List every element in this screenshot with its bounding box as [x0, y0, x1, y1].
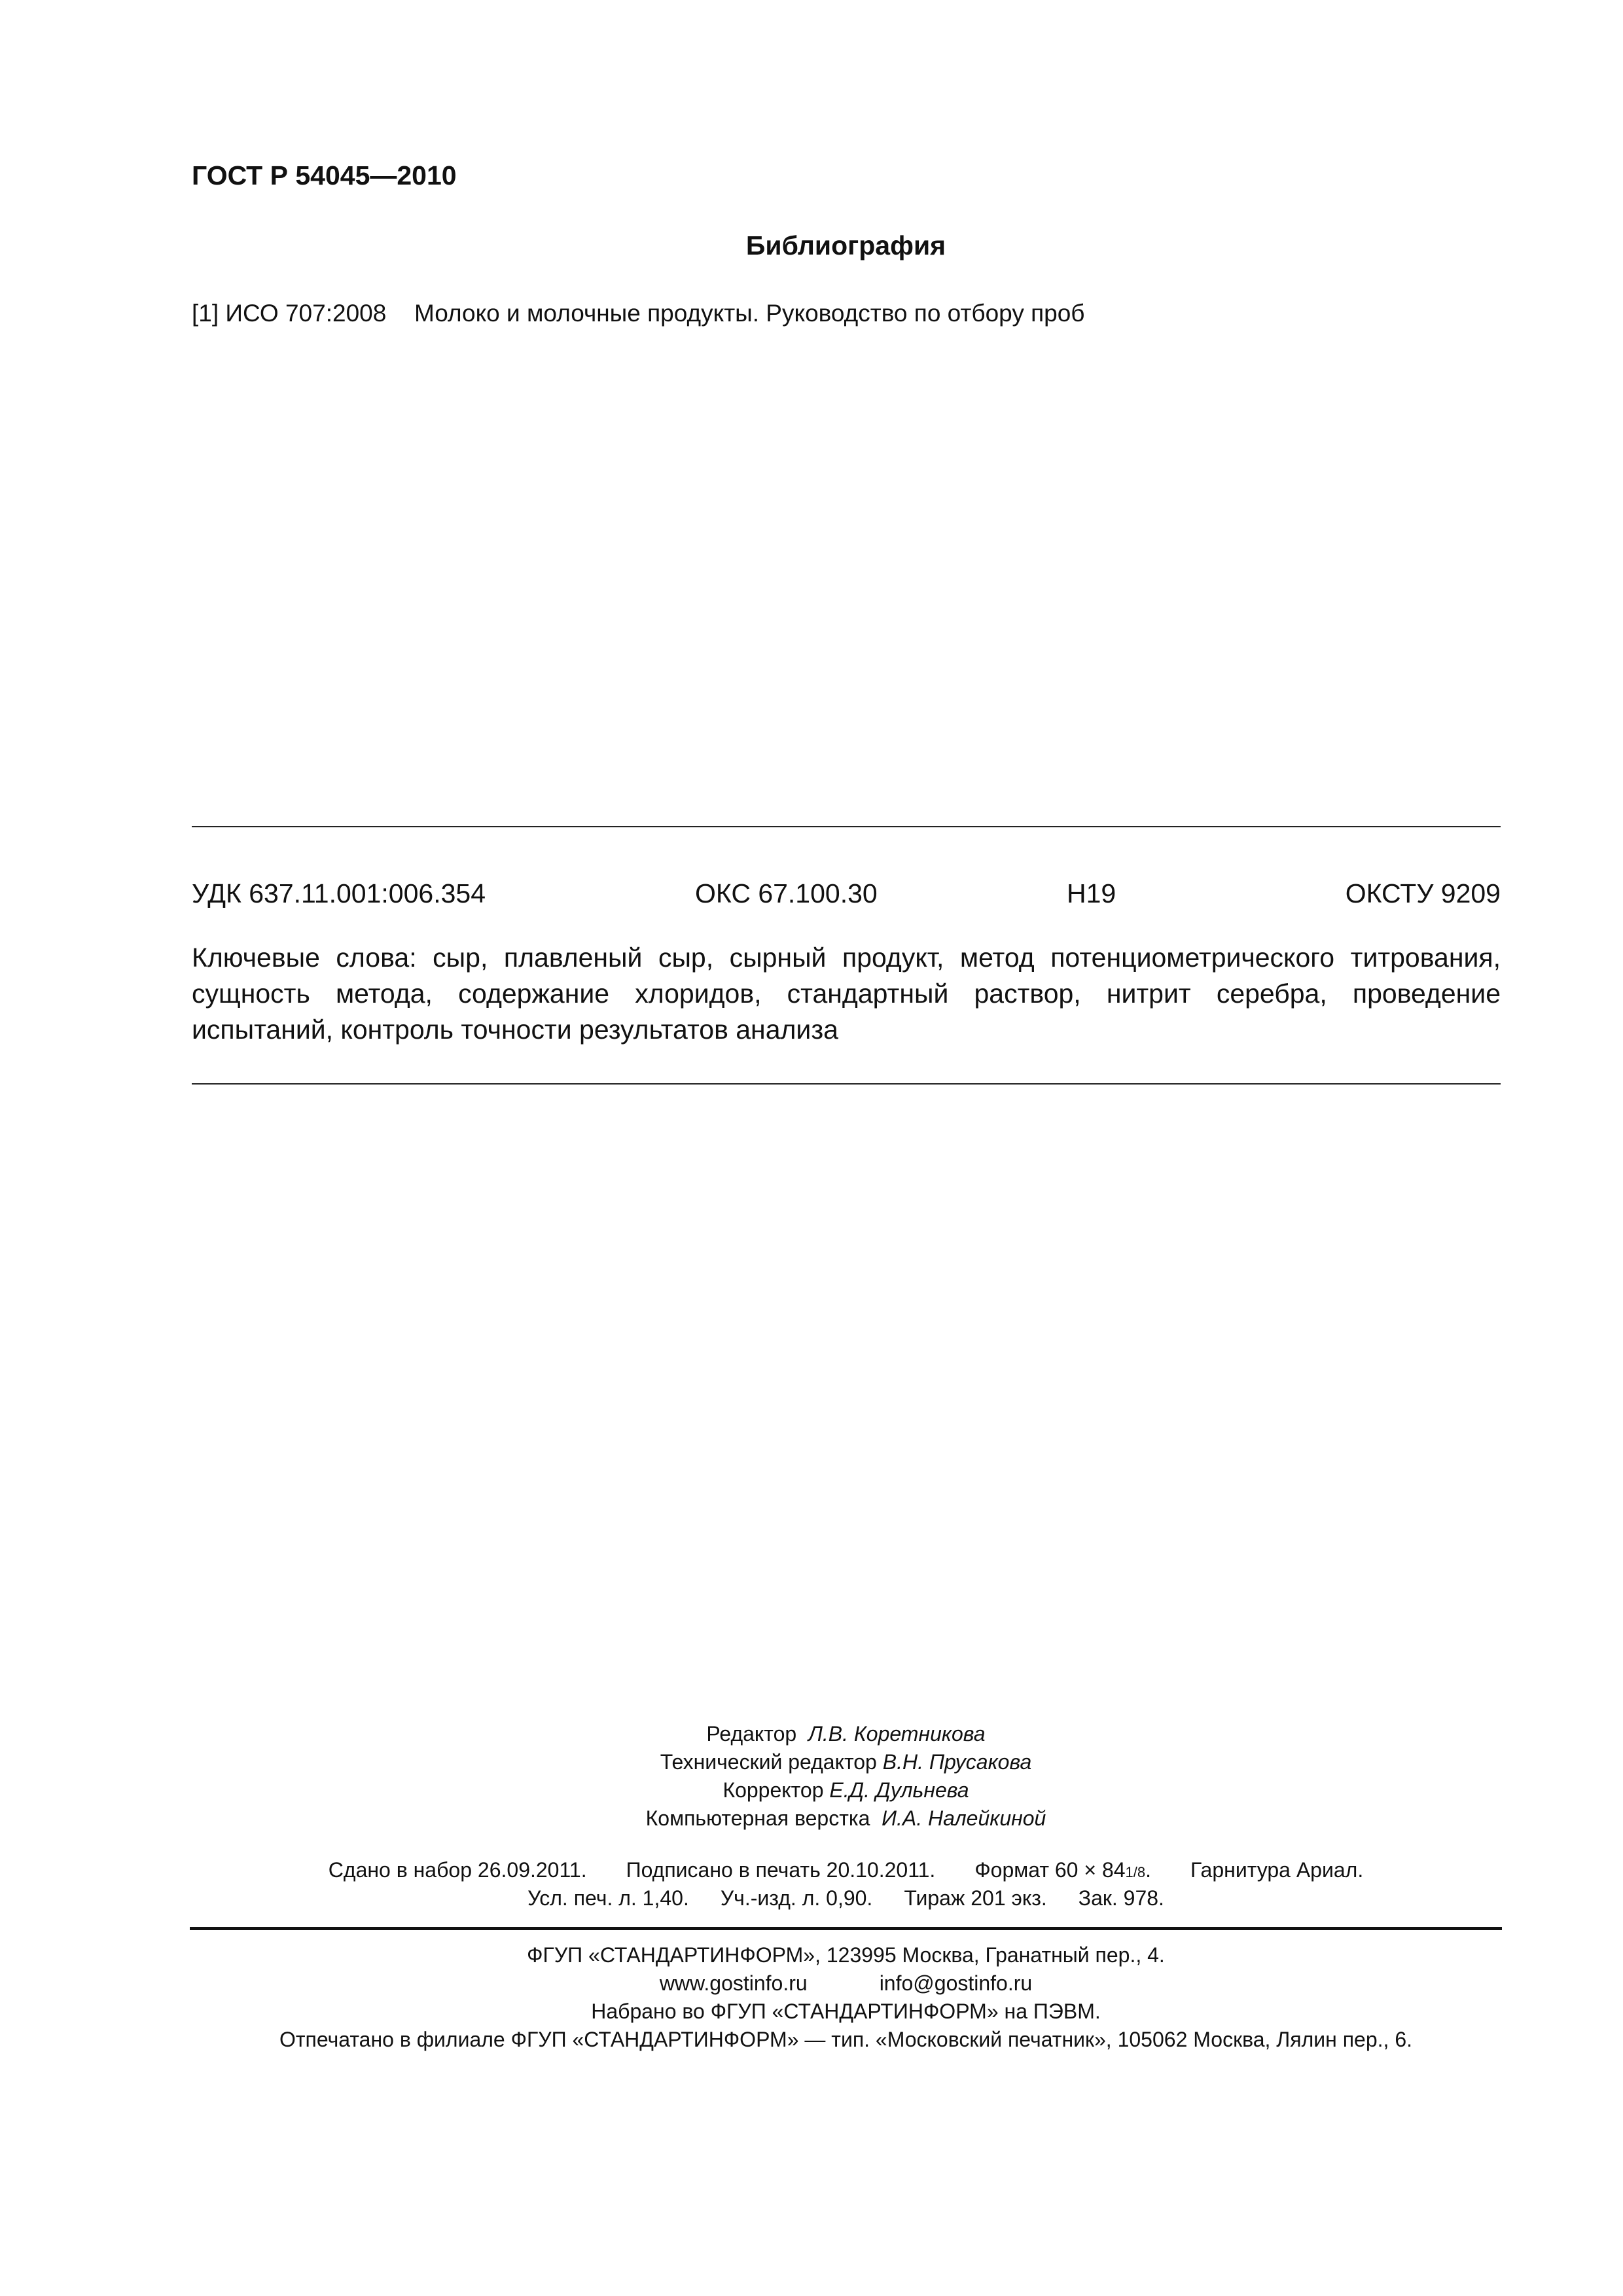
imprint-circulation: Тираж 201 экз.: [904, 1886, 1047, 1910]
oks-code: ОКС 67.100.30: [695, 878, 878, 908]
credit-corrector: [0, 1776, 1623, 1804]
imprint-order: Зак. 978.: [1078, 1886, 1164, 1910]
editor-label: Редактор: [706, 1722, 797, 1746]
imprint-submitted: Сдано в набор 26.09.2011.: [328, 1858, 587, 1882]
bibliography-entry: [192, 300, 1085, 327]
corrector-name: Е.Д. Дульнева: [829, 1778, 969, 1802]
bottom-divider: [192, 1083, 1501, 1085]
imprint-line-1: Сдано в набор 26.09.2011. Подписано в печать 20.10.2011. Формат 60 × 841/8. Гарнитура Ариал.: [328, 1858, 1364, 1882]
imprint-line-2: [0, 1884, 1623, 1912]
bibliography-title: Библиография: [745, 230, 946, 260]
publisher-email[interactable]: info@gostinfo.ru: [879, 1971, 1033, 1995]
tech-editor-label: Технический редактор: [660, 1750, 877, 1774]
imprint-print-sheets: Усл. печ. л. 1,40.: [527, 1886, 689, 1910]
okstu-code: ОКСТУ 9209: [1345, 878, 1501, 908]
imprint-format-fraction: 1/8: [1125, 1864, 1146, 1880]
imprint-typeface: Гарнитура Ариал.: [1190, 1858, 1364, 1882]
n-code: Н19: [1067, 878, 1116, 908]
credit-layout: [0, 1804, 1623, 1833]
udk-code: УДК 637.11.001:006.354: [192, 878, 486, 908]
imprint-pub-sheets: Уч.-изд. л. 0,90.: [720, 1886, 873, 1910]
imprint-signed: Подписано в печать 20.10.2011.: [626, 1858, 936, 1882]
credit-editor: [0, 1720, 1623, 1748]
top-divider: [192, 826, 1501, 827]
publisher-address: ФГУП «СТАНДАРТИНФОРМ», 123995 Москва, Гранатный пер., 4.: [527, 1943, 1165, 1967]
publisher-website[interactable]: www.gostinfo.ru: [659, 1971, 808, 1995]
keywords-paragraph: Ключевые слова: сыр, плавленый сыр, сырный продукт, метод потенциометрического титрования, сущность метода, содержание хлоридов, стандартный раствор, нитрит серебра, проведение испытаний, контроль точности результатов анализа: [192, 942, 1501, 1045]
layout-name: И.А. Налейкиной: [882, 1806, 1046, 1830]
editor-name: Л.В. Коретникова: [808, 1722, 986, 1746]
publisher-typeset: Набрано во ФГУП «СТАНДАРТИНФОРМ» на ПЭВМ.: [591, 2000, 1101, 2023]
publisher-contacts: [0, 1969, 1623, 1998]
publisher-printed: Отпечатано в филиале ФГУП «СТАНДАРТИНФОРМ» — тип. «Московский печатник», 105062 Москва, Лялин пер., 6.: [279, 2028, 1412, 2051]
imprint-divider: [190, 1927, 1502, 1930]
imprint-format: Формат 60 × 84: [974, 1858, 1126, 1882]
layout-label: Компьютерная верстка: [645, 1806, 870, 1830]
publisher-block: [0, 1941, 1623, 2054]
bibliography-text: Молоко и молочные продукты. Руководство по отбору проб: [414, 300, 1085, 327]
bibliography-ref: [1] ИСО 707:2008: [192, 300, 387, 327]
tech-editor-name: В.Н. Прусакова: [882, 1750, 1032, 1774]
corrector-label: Корректор: [722, 1778, 824, 1802]
credit-tech-editor: [0, 1748, 1623, 1776]
standard-header: ГОСТ Р 54045—2010: [192, 160, 457, 190]
